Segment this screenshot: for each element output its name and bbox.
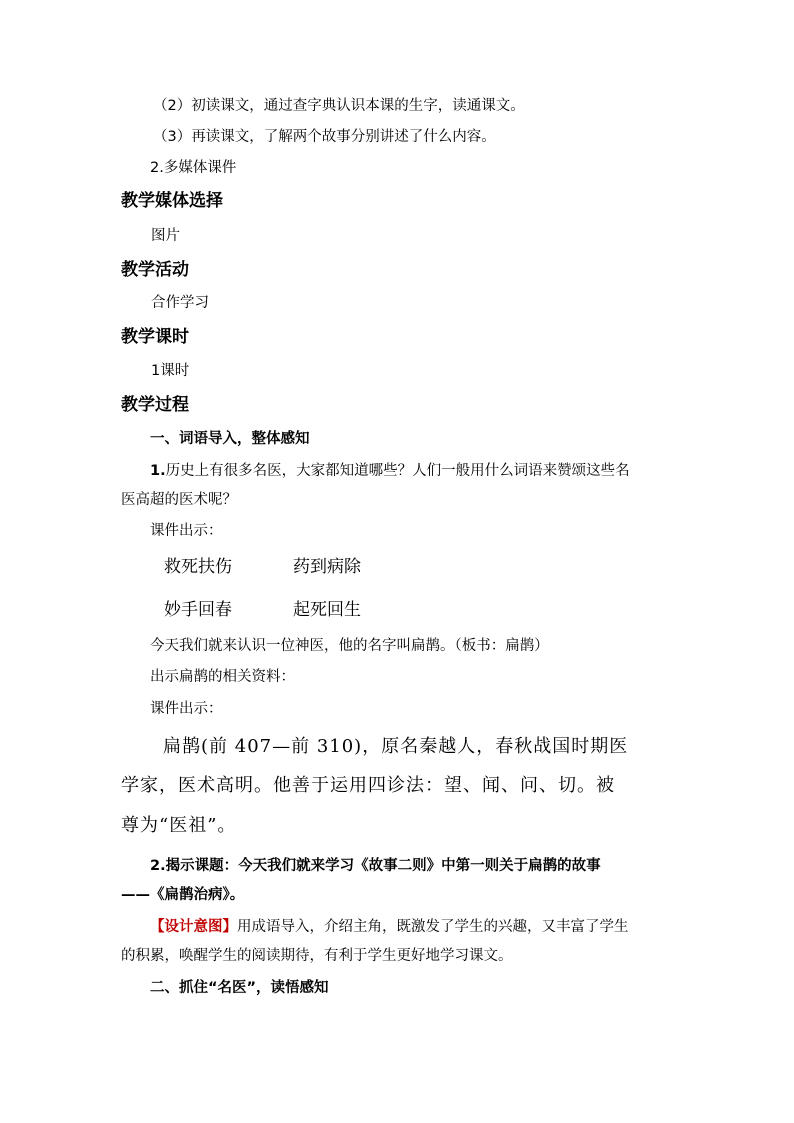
text-line-courseware-1: 课件出示： xyxy=(150,523,223,539)
idiom-2: 药到病除 xyxy=(293,557,361,577)
biography-line-3: 尊为“医祖”。 xyxy=(121,815,237,836)
text-line-courseware-2: 课件出示： xyxy=(150,701,223,717)
text-line-reading-step-2: （2）初读课文，通过查字典认识本课的生字，读通课文。 xyxy=(153,98,525,114)
text-line-pictures: 图片 xyxy=(151,228,180,244)
design-intent-tag: 【设计意图】 xyxy=(150,919,237,935)
heading-teaching-activity: 教学活动 xyxy=(121,260,189,280)
text-line-reading-step-3: （3）再读课文，了解两个故事分别讲述了什么内容。 xyxy=(153,129,496,145)
topic-line-1: 2.揭示课题：今天我们就来学习《故事二则》中第一则关于扁鹊的故事 xyxy=(150,858,601,874)
idiom-1: 救死扶伤 xyxy=(164,557,232,577)
section-title-2: 二、抓住“名医”，读悟感知 xyxy=(150,980,329,996)
design-intent-paragraph-cont: 的积累，唤醒学生的阅读期待，有利于学生更好地学习课文。 xyxy=(121,948,513,964)
idiom-4: 起死回生 xyxy=(293,600,361,620)
design-intent-paragraph xyxy=(150,917,629,937)
heading-teaching-process: 教学过程 xyxy=(121,395,189,415)
topic-line-2: ——《扁鹊治病》。 xyxy=(121,887,245,903)
section-title-1: 一、词语导入，整体感知 xyxy=(150,431,310,447)
heading-media-selection: 教学媒体选择 xyxy=(121,191,223,211)
biography-line-1: 扁鹊(前 407—前 310)，原名秦越人，春秋战国时期医 xyxy=(163,736,629,757)
paragraph-question-1-cont: 医高超的医术呢？ xyxy=(121,492,237,508)
text-line-multimedia: 2.多媒体课件 xyxy=(150,160,237,176)
text-line-one-hour: 1课时 xyxy=(151,363,190,379)
paragraph-question-1 xyxy=(150,461,630,481)
biography-line-2: 学家，医术高明。他善于运用四诊法：望、闻、问、切。被 xyxy=(121,775,615,796)
idiom-3: 妙手回春 xyxy=(164,600,232,620)
question-number: 1. xyxy=(150,463,166,479)
text-line-introduction: 今天我们就来认识一位神医，他的名字叫扁鹊。（板书：扁鹊） xyxy=(150,638,549,654)
text-line-cooperative-learning: 合作学习 xyxy=(151,295,209,311)
text-line-related-info: 出示扁鹊的相关资料： xyxy=(150,669,295,685)
heading-class-hours: 教学课时 xyxy=(121,327,189,347)
design-intent-text: 用成语导入，介绍主角，既激发了学生的兴趣，又丰富了学生 xyxy=(237,919,629,935)
question-text: 历史上有很多名医，大家都知道哪些？人们一般用什么词语来赞颂这些名 xyxy=(165,463,630,479)
